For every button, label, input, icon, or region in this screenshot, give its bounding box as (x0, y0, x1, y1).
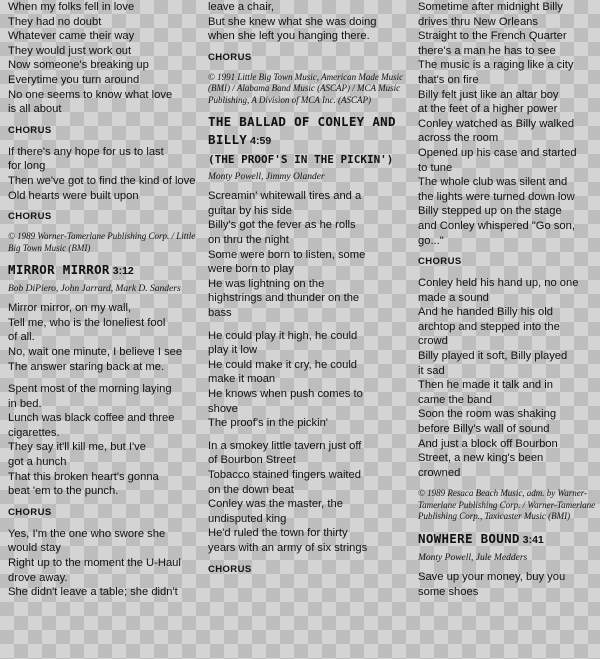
copyright-credit: © 1989 Warner-Tamerlane Publishing Corp. / Little Big Town Music (BMI) (8, 231, 196, 253)
lyric-line: He'd ruled the town for thirty (208, 527, 348, 540)
lyric-line: crowned (418, 466, 461, 479)
song-duration: 4:59 (250, 135, 272, 148)
lyric-line: Everytime you turn around (8, 73, 140, 86)
lyric-line: leave a chair, (208, 1, 274, 13)
lyric-line: No, wait one minute, I believe I see (8, 345, 183, 358)
lyric-stanza (8, 301, 200, 374)
lyric-stanza (8, 145, 200, 203)
song-title: NOWHERE BOUND (418, 530, 520, 546)
lyric-line: at the feet of a higher power (418, 103, 558, 116)
lyric-line: If there's any hope for us to last (8, 145, 164, 158)
songwriters: Monty Powell, Jule Medders (418, 552, 528, 563)
lyric-line: The whole club was silent and (418, 176, 568, 189)
lyric-line: drives thru New Orleans (418, 15, 538, 28)
song-title: THE BALLAD OF CONLEY AND BILLY (208, 114, 396, 148)
lyric-line: Screamin' whitewall tires and a (208, 190, 362, 203)
lyric-line: would stay (8, 542, 61, 555)
song-subtitle: (THE PROOF'S IN THE PICKIN') (208, 153, 394, 167)
lyric-line: Billy's got the fever as he rolls (208, 219, 356, 232)
lyric-line: The proof's in the pickin' (208, 417, 328, 430)
lyric-line: got a hunch (8, 456, 67, 469)
lyric-line: That this broken heart's gonna (8, 470, 159, 483)
lyric-stanza (208, 189, 404, 320)
lyric-line: Sometime after midnight Billy (418, 1, 563, 13)
lyric-line: Street, a new king's been (418, 452, 544, 465)
chorus-label: CHORUS (418, 256, 462, 268)
lyric-line: on thru the night (208, 234, 289, 247)
lyric-line: Mirror mirror, on my wall, (8, 302, 132, 315)
lyric-line: Straight to the French Quarter (418, 30, 567, 43)
lyric-stanza (418, 0, 596, 248)
lyric-line: is all about (8, 103, 62, 116)
lyric-stanza (418, 570, 596, 599)
lyric-line: beat 'em to the punch. (8, 485, 119, 498)
lyric-line: Conley held his hand up, no one (418, 277, 579, 290)
lyric-line: Old hearts were built upon (8, 189, 139, 202)
lyric-line: Save up your money, buy you (418, 570, 566, 583)
song-header (208, 113, 404, 149)
lyric-line: Lunch was black coffee and three (8, 412, 175, 425)
lyric-line: go..." (418, 234, 444, 247)
lyric-line: crowd (418, 335, 448, 348)
lyric-line: make it moan (208, 373, 276, 386)
lyric-line: Soon the room was shaking (418, 408, 557, 421)
copyright-credit: © 1991 Little Big Town Music, American Made Music (BMI) / Alabama Band Music (ASCAP) / MCA Music Publishing, A Division of MCA Inc. (ASCAP) (208, 71, 404, 105)
lyric-line: Conley watched as Billy walked (418, 117, 575, 130)
lyric-line: The answer staring back at me. (8, 360, 165, 373)
lyric-line: Now someone's breaking up (8, 59, 149, 72)
lyric-line: archtop and stepped into the (418, 320, 560, 333)
lyric-line: of Bourbon Street (208, 454, 296, 467)
lyric-line: drove away. (8, 571, 68, 584)
lyric-line: highstrings and thunder on the (208, 292, 360, 305)
lyric-line: Whatever came their way (8, 30, 135, 43)
lyric-line: He could play it high, he could (208, 329, 358, 342)
lyric-line: bass (208, 307, 232, 320)
lyric-line: And just a block off Bourbon (418, 437, 558, 450)
lyric-line: Billy felt just like an altar boy (418, 88, 559, 101)
song-duration: 3:41 (522, 533, 544, 546)
lyric-line: Some were born to listen, some (208, 248, 366, 261)
lyric-line: across the room (418, 132, 499, 145)
lyric-line: some shoes (418, 585, 479, 598)
songwriters: Bob DiPiero, John Jarrard, Mark D. Sanders (8, 284, 181, 295)
lyrics-column-2 (208, 0, 404, 659)
lyric-stanza (418, 276, 596, 480)
lyric-line: Opened up his case and started (418, 146, 577, 159)
chorus-label: CHORUS (8, 506, 52, 518)
lyric-line: were born to play (208, 263, 294, 276)
lyric-line: on the down beat (208, 483, 294, 496)
chorus-label: CHORUS (208, 563, 252, 575)
lyric-line: that's on fire (418, 73, 479, 86)
lyric-line: undisputed king (208, 512, 287, 525)
lyric-line: Tell me, who is the loneliest fool (8, 316, 166, 329)
lyric-line: and Conley whispered "Go son, (418, 219, 575, 232)
lyric-line: cigarettes. (8, 426, 60, 439)
lyric-line: But she knew what she was doing (208, 15, 377, 28)
lyric-line: Then he made it talk and in (418, 379, 553, 392)
lyric-line: of all. (8, 331, 35, 344)
lyric-stanza (208, 329, 404, 431)
lyric-line: play it low (208, 344, 258, 357)
chorus-label: CHORUS (8, 211, 52, 223)
lyric-line: He knows when push comes to (208, 388, 363, 400)
copyright-credit: © 1989 Resaca Beach Music, adm. by Warner-Tamerlane Publishing Corp. / Warner-Tamerlane Publishing Corp., Taxicaster Music (BMI) (418, 488, 596, 522)
lyric-line: when she left you hanging there. (208, 30, 370, 43)
lyric-line: made a sound (418, 291, 489, 304)
lyrics-column-1 (8, 0, 200, 659)
chorus-label: CHORUS (8, 124, 52, 136)
lyric-line: Spent most of the morning laying (8, 383, 172, 396)
lyric-line: When my folks fell in love (8, 1, 135, 13)
lyric-line: before Billy's wall of sound (418, 423, 550, 436)
lyric-line: Conley was the master, the (208, 498, 343, 511)
chorus-label: CHORUS (208, 51, 252, 63)
lyric-line: Billy stepped up on the stage (418, 205, 562, 218)
lyric-line: Tobacco stained fingers waited (208, 468, 361, 481)
lyrics-column-3 (418, 0, 596, 659)
lyric-line: He could make it cry, he could (208, 358, 358, 371)
lyric-line: They had no doubt (8, 15, 102, 28)
lyric-line: guitar by his side (208, 204, 292, 217)
lyric-line: They would just work out (8, 44, 132, 57)
lyric-stanza (208, 439, 404, 556)
song-duration: 3:12 (112, 265, 134, 278)
lyric-line: He was lightning on the (208, 277, 325, 290)
lyric-line: Then we've got to find the kind of love (8, 174, 196, 187)
song-header (418, 530, 596, 548)
lyric-line: for long (8, 160, 46, 173)
lyric-stanza (8, 527, 200, 600)
lyric-line: the lights were turned down low (418, 190, 575, 203)
songwriters: Monty Powell, Jimmy Olander (208, 172, 325, 183)
lyric-line: And he handed Billy his old (418, 306, 553, 319)
lyric-line: it sad (418, 364, 445, 377)
lyric-line: No one seems to know what love (8, 88, 173, 101)
lyric-line: years with an army of six strings (208, 541, 368, 554)
lyric-stanza (208, 0, 404, 44)
lyric-line: in bed. (8, 397, 42, 410)
lyric-stanza (8, 0, 200, 117)
lyric-stanza (8, 382, 200, 499)
song-header (8, 261, 200, 279)
lyric-line: shove (208, 402, 238, 415)
lyric-line: to tune (418, 161, 453, 174)
song-title: MIRROR MIRROR (8, 262, 110, 278)
lyric-line: came the band (418, 393, 493, 406)
lyric-line: Right up to the moment the U-Haul (8, 557, 181, 570)
lyric-line: there's a man he has to see (418, 44, 556, 57)
lyric-line: She didn't leave a table; she didn't (8, 586, 178, 599)
lyric-line: In a smokey little tavern just off (208, 439, 362, 452)
lyric-line: The music is a raging like a city (418, 59, 574, 72)
lyric-line: Billy played it soft, Billy played (418, 350, 568, 363)
lyric-line: Yes, I'm the one who swore she (8, 527, 166, 540)
lyric-line: They say it'll kill me, but I've (8, 441, 146, 454)
